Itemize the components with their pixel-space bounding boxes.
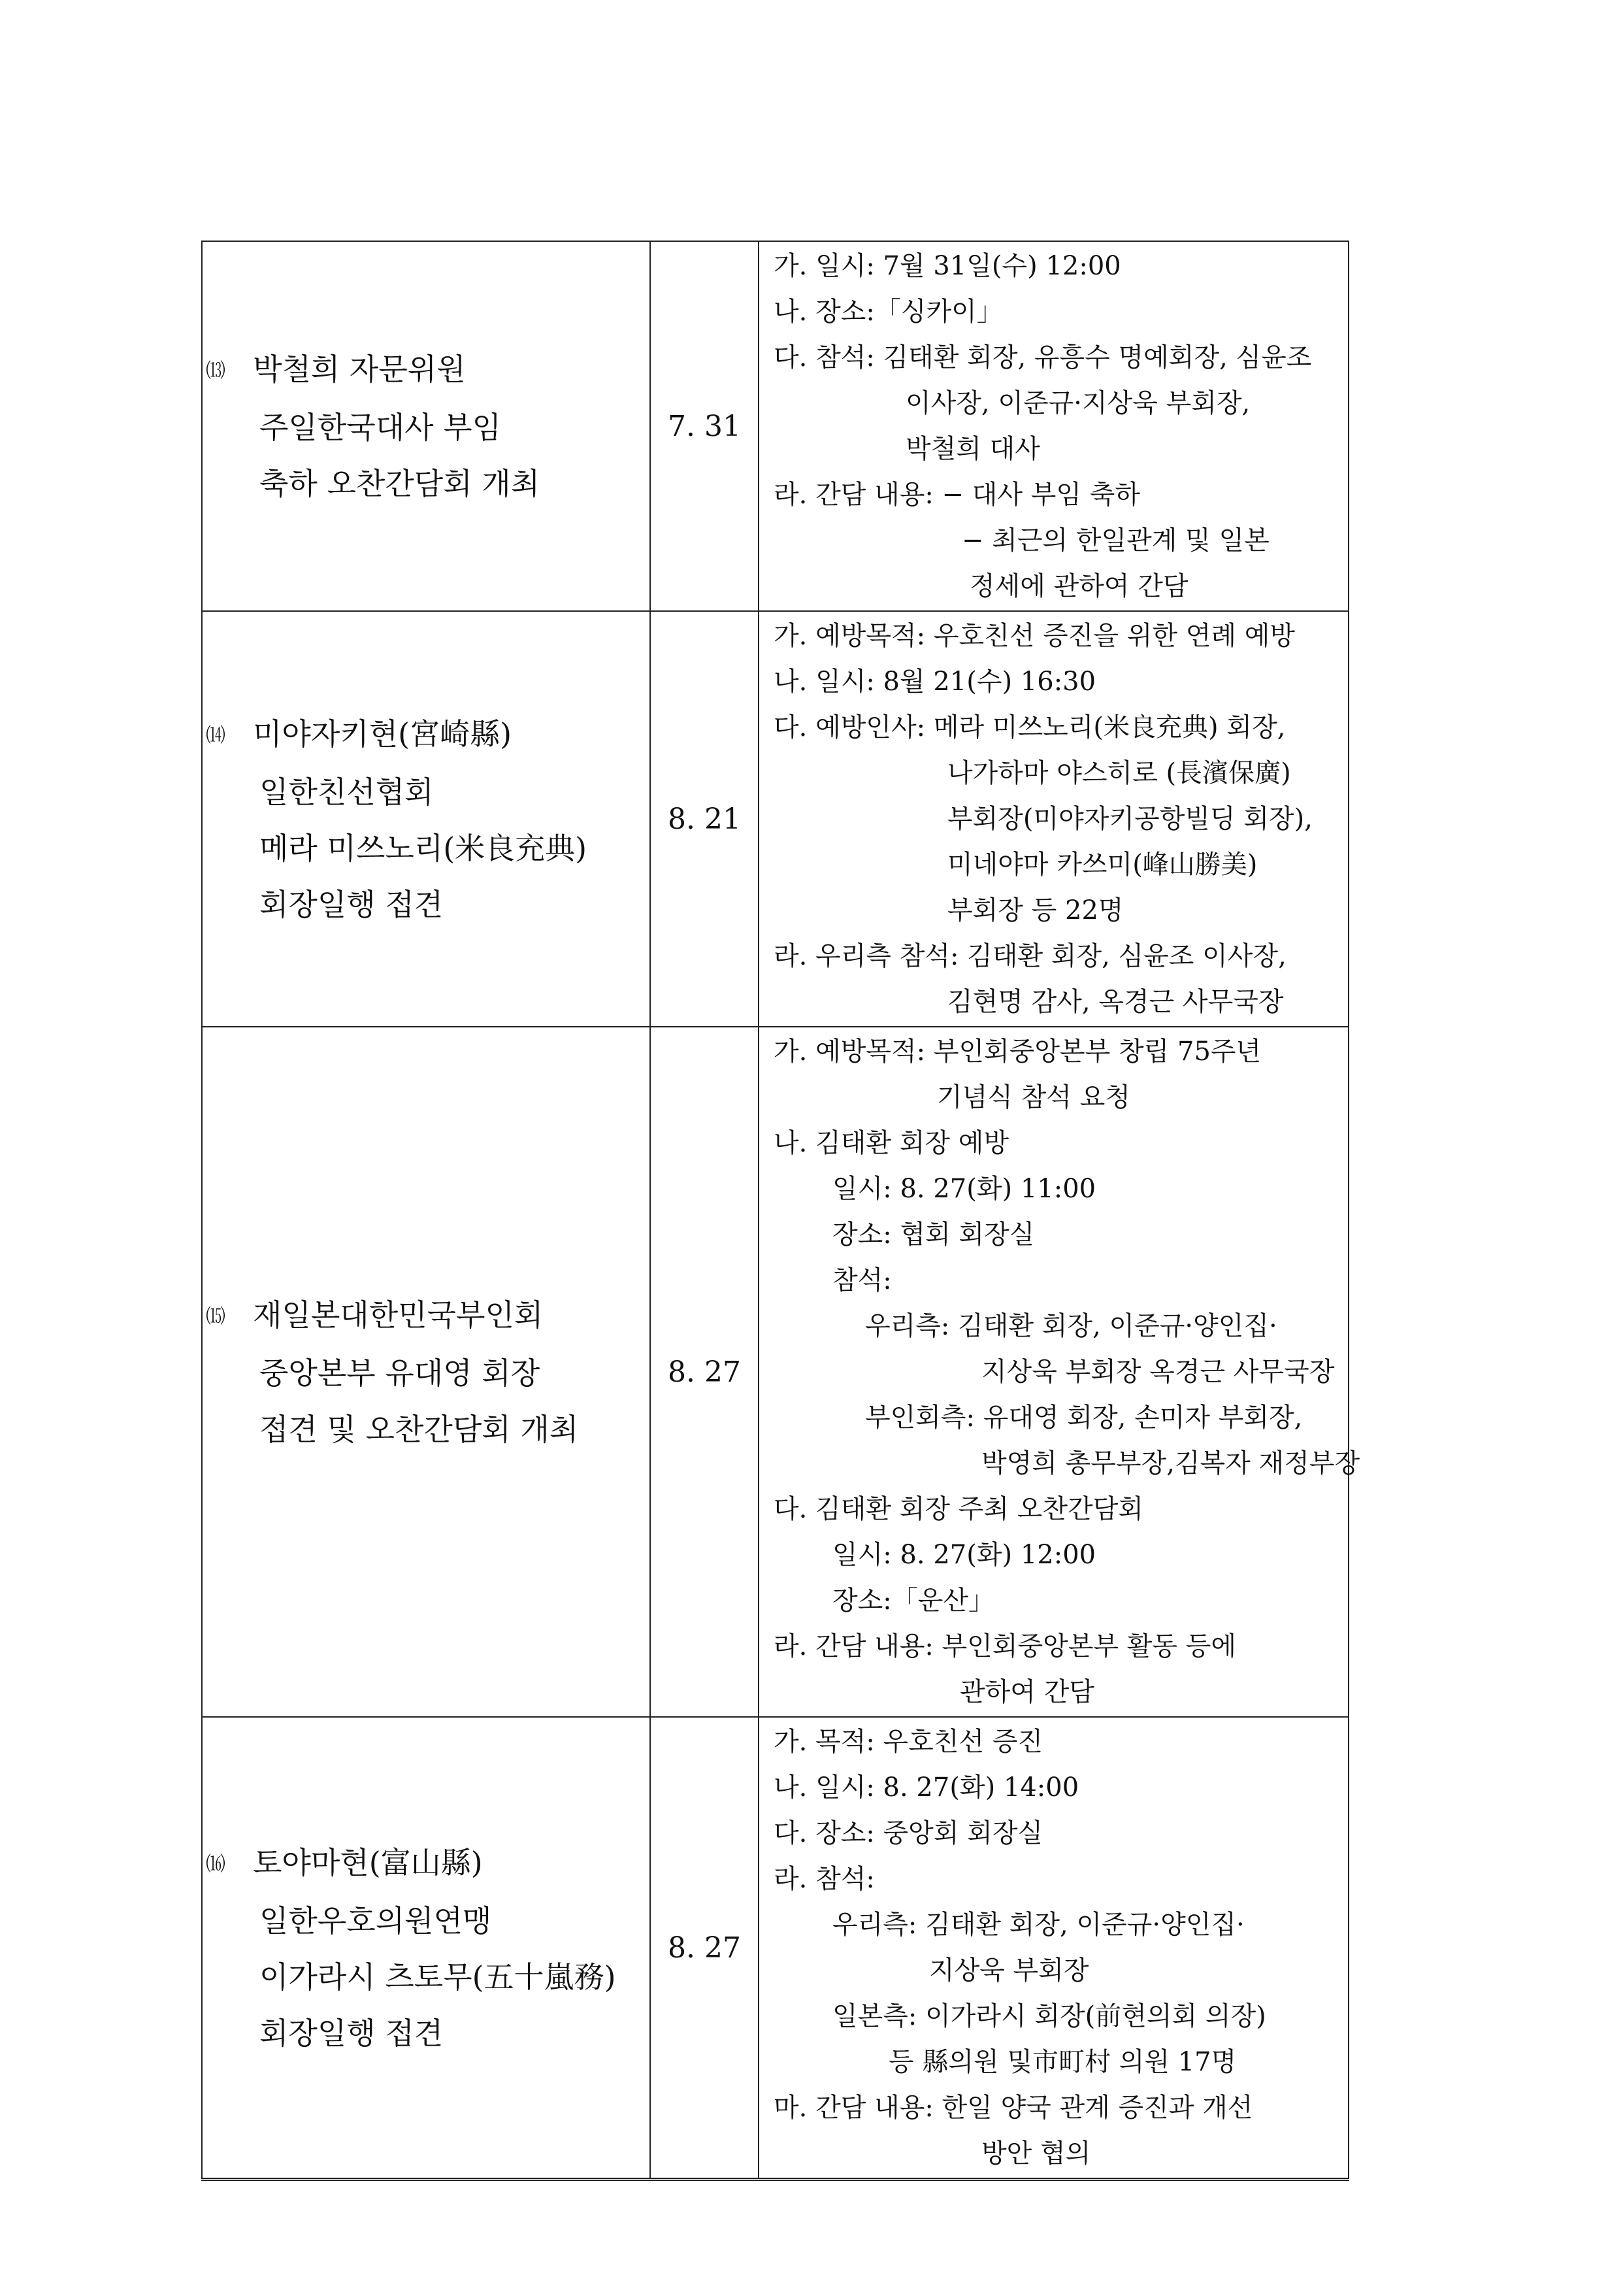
detail-line: 김현명 감사, 옥경근 사무국장: [947, 987, 1284, 1017]
table-row: [202, 241, 1349, 611]
detail-line: 나. 장소:「싱카이」: [774, 297, 1003, 327]
detail-line: 지상욱 부회장 옥경근 사무국장: [981, 1357, 1335, 1387]
event-title-line: 회장일행 접견: [259, 886, 444, 922]
item-number: ⒁: [206, 724, 225, 747]
item-number: ⒃: [206, 1852, 225, 1876]
event-title-line: 주일한국대사 부임: [259, 409, 502, 445]
detail-line: 가. 목적: 우호친선 증진: [774, 1727, 1043, 1757]
table-row: [202, 1027, 1349, 1717]
detail-line: 우리측: 김태환 회장, 이준규·양인집·: [865, 1311, 1277, 1341]
event-title-line: ⒂ 재일본대한민국부인회: [206, 1287, 649, 1345]
detail-line: 관하여 간담: [960, 1677, 1094, 1707]
detail-line: 부인회측: 유대영 회장, 손미자 부회장,: [865, 1403, 1303, 1433]
detail-line: 라. 간담 내용: − 대사 부임 축하: [774, 480, 1141, 510]
detail-line: 일시: 8. 27(화) 11:00: [832, 1174, 1096, 1204]
detail-line: − 최근의 한일관계 및 일본: [962, 525, 1270, 556]
event-date: 8. 21: [650, 611, 759, 1027]
event-title-cell: [202, 1027, 650, 1717]
item-number: ⒂: [206, 1305, 225, 1328]
detail-line: 나. 일시: 8월 21(수) 16:30: [774, 667, 1096, 697]
event-title-line: 이가라시 츠토무(五十嵐務): [259, 1959, 616, 1995]
detail-line: 이사장, 이준규·지상욱 부회장,: [906, 388, 1251, 418]
event-date: 8. 27: [650, 1717, 759, 2180]
detail-line: 박철희 대사: [906, 434, 1040, 464]
detail-line: 라. 간담 내용: 부인회중앙본부 활동 등에: [774, 1631, 1237, 1661]
event-title-line: 회장일행 접견: [259, 2015, 444, 2051]
detail-line: 다. 예방인사: 메라 미쓰노리(米良充典) 회장,: [774, 712, 1286, 742]
detail-line: 방안 협의: [981, 2138, 1091, 2169]
detail-line: 나. 김태환 회장 예방: [774, 1128, 1009, 1158]
event-details-cell: [759, 611, 1349, 1027]
detail-line: 일본측: 이가라시 회장(前현의회 의장): [832, 2001, 1266, 2031]
detail-line: 라. 참석:: [774, 1864, 875, 1894]
event-title-cell: [202, 611, 650, 1027]
detail-line: 지상욱 부회장: [929, 1955, 1089, 1986]
detail-line: 기념식 참석 요청: [937, 1082, 1130, 1112]
detail-line: 가. 예방목적: 부인회중앙본부 창립 75주년: [774, 1037, 1262, 1067]
detail-line: 다. 김태환 회장 주최 오찬간담회: [774, 1494, 1143, 1524]
event-date: 8. 27: [650, 1027, 759, 1717]
detail-line: 정세에 관하여 간담: [970, 571, 1189, 601]
event-title-line: ⒁ 미야자키현(宮崎縣): [206, 706, 649, 764]
event-title-line: ⒀ 박철희 자문위원: [206, 341, 649, 399]
event-title-line: ⒃ 토야마현(富山縣): [206, 1835, 649, 1893]
item-number: ⒀: [206, 359, 225, 382]
detail-line: 가. 일시: 7월 31일(수) 12:00: [774, 251, 1121, 281]
event-title-line: 접견 및 오찬간담회 개최: [259, 1411, 579, 1447]
detail-line: 나. 일시: 8. 27(화) 14:00: [774, 1772, 1079, 1803]
event-title-line: 축하 오찬간담회 개최: [259, 465, 540, 501]
detail-line: 다. 참석: 김태환 회장, 유흥수 명예회장, 심윤조: [774, 342, 1312, 373]
event-title-line: 일한우호의원연맹: [259, 1903, 492, 1938]
detail-line: 라. 우리측 참석: 김태환 회장, 심윤조 이사장,: [774, 941, 1287, 971]
detail-line: 미네야마 카쓰미(峰山勝美): [947, 850, 1258, 880]
table-row: [202, 1717, 1349, 2180]
detail-line: 가. 예방목적: 우호친선 증진을 위한 연례 예방: [774, 621, 1295, 651]
detail-line: 박영희 총무부장,김복자 재정부장: [981, 1448, 1360, 1478]
event-details-cell: [759, 241, 1349, 611]
detail-line: 부회장(미야자키공항빌딩 회장),: [947, 804, 1313, 834]
detail-line: 일시: 8. 27(화) 12:00: [832, 1540, 1096, 1570]
detail-line: 부회장 등 22명: [947, 895, 1124, 925]
detail-line: 다. 장소: 중앙회 회장실: [774, 1818, 1043, 1848]
event-details-cell: [759, 1027, 1360, 1717]
event-details-cell: [759, 1717, 1349, 2180]
activity-table: [201, 241, 1360, 2181]
event-date: 7. 31: [650, 241, 759, 611]
event-title-line: 일한친선협회: [259, 774, 434, 810]
event-title-cell: [202, 1717, 650, 2180]
detail-line: 마. 간담 내용: 한일 양국 관계 증진과 개선: [774, 2093, 1253, 2123]
event-title-line: 메라 미쓰노리(米良充典): [259, 830, 587, 866]
detail-line: 우리측: 김태환 회장, 이준규·양인집·: [832, 1910, 1245, 1940]
detail-line: 등 縣의원 및市町村 의원 17명: [889, 2047, 1237, 2077]
event-title-cell: [202, 241, 650, 611]
detail-line: 장소:「운산」: [832, 1586, 995, 1616]
detail-line: 참석:: [832, 1265, 892, 1295]
detail-line: 장소: 협회 회장실: [832, 1220, 1035, 1250]
detail-line: 나가하마 야스히로 (長濱保廣): [947, 758, 1291, 788]
event-title-line: 중앙본부 유대영 회장: [259, 1355, 540, 1391]
table-row: [202, 611, 1349, 1027]
